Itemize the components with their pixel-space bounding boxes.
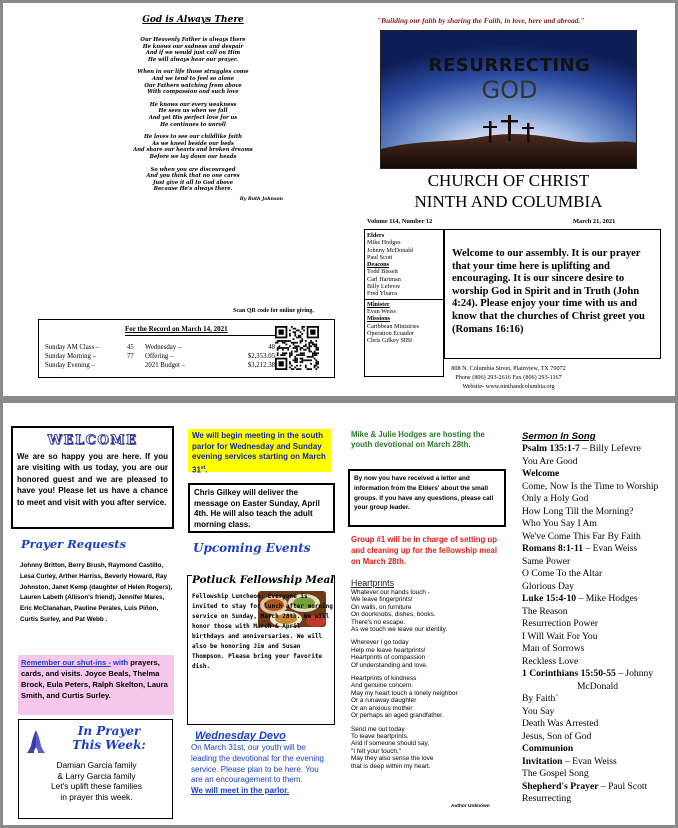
banner-title-2: GOD [481, 76, 538, 104]
sermon-item-text: – Evan Weiss [562, 755, 617, 767]
poem-line: He loves to see our childlike faith [143, 134, 243, 141]
sermon-item-heading: Shepherd's Prayer [522, 780, 599, 792]
staff-name: Mike Hodges [367, 239, 401, 247]
staff-name: Paul Scott [367, 253, 393, 261]
sermon-item-text: Reckless Love [522, 655, 579, 667]
poem-line: He sees us when we fall [158, 108, 228, 115]
potluck-heading: Potluck Fellowship Meal [192, 574, 335, 586]
prayer-requests-heading: Prayer Requests [21, 537, 127, 551]
heartprints-line: Or perhaps an aged grandfather. [351, 712, 444, 720]
sermon-in-song-heading: Sermon In Song [522, 431, 596, 442]
sermon-item-text: O Come To the Altar [522, 568, 603, 579]
sermon-item [522, 756, 672, 769]
record-label: Sunday AM Class – [45, 344, 100, 351]
poem-stanza [103, 102, 283, 128]
sermon-item-text: McDonald [577, 680, 619, 692]
sermon-item-text: I Will Wait For You [522, 630, 598, 642]
sermon-item-heading: Communion [522, 743, 574, 754]
record-label: 2021 Budget – [145, 362, 186, 369]
poem-line: So when you are discouraged [150, 166, 236, 173]
sermon-item [522, 681, 672, 694]
sermon-item-heading: Luke 15:4-10 [522, 593, 577, 604]
hodges-notice: Mike & Julie Hodges are hosting the youth devotional on March 28th. [351, 430, 485, 449]
sermon-item [522, 581, 672, 594]
poem-line: He will always hear our prayer. [148, 56, 238, 63]
sermon-item [522, 743, 672, 756]
bulletin-inside-page [3, 403, 675, 825]
heartprints-line: Heartprints of kindness [351, 675, 417, 683]
record-label: Sunday Evening – [45, 362, 95, 369]
heartprints-line: May my heart touch a lonely neighbor [351, 689, 458, 697]
heartprints-poem [351, 589, 506, 776]
welcome-heading [17, 431, 168, 449]
tagline: "Building our faith by sharing the Faith, in love, here and abroad." [377, 16, 585, 25]
poem-line: He knows our sadness and despair [142, 43, 244, 50]
sermon-item-text: Man of Sorrows [522, 643, 585, 654]
heartprints-line: Help me leave heartprints! [351, 646, 426, 654]
sermon-item-heading: 1 Corinthians 15:50-55 [522, 668, 616, 679]
in-prayer-line: in prayer this week. [60, 791, 133, 802]
record-value: 45 [127, 344, 134, 351]
heartprints-line: Of understanding and love. [351, 661, 428, 669]
poem-stanza [103, 69, 283, 95]
shutins-text: prayers, cards, and visits. Joyce Beals, Thelma Brock, Eula Peters, Ralph Skelton, Laura Smith, and Curtis Surley. [21, 658, 168, 700]
website-link[interactable]: Website- www.ninthandcolumbia.org [462, 383, 555, 390]
minister-label: Minister [367, 300, 390, 308]
record-value: 48 [268, 344, 275, 351]
welcome-heading-text: WELCOME [47, 433, 138, 448]
in-prayer-heading-2: This Week: [72, 738, 146, 752]
sermon-item [522, 543, 672, 556]
sermon-item [522, 643, 672, 656]
meeting-notice-sup: st [200, 464, 206, 471]
sermon-item-text: You Are Good [522, 455, 578, 467]
sermon-item [522, 531, 672, 544]
welcome-text: We are so happy you are here. If you are visiting with us today, you are our honored guest and we are pleased to have you! Please let us have a chance to meet and visit with you after service. [17, 452, 168, 507]
potluck-text-content: Fellowship Luncheon: Everyone is invited to stay for lunch after morning service on Sunday, March 28th. We will honor those with March & April birthdays and anniversaries. We will also be honoring Jim and Susan Thompson. Please bring your favorite dish. [192, 593, 333, 670]
poem-line: Just give it all to God above [152, 179, 234, 186]
record-label: Wednesday – [145, 344, 182, 351]
wednesday-devo-text: On March 31st, our youth will be leading the devotional for the evening service. Please plan to be here. You are an encouragement to them. [191, 743, 324, 785]
potluck-text [192, 592, 334, 672]
heartprints-line: "I felt your touch," [351, 747, 402, 755]
sermon-item [522, 518, 672, 531]
sermon-item [522, 631, 672, 644]
address: 808 N. Columbia Street, Plainview, TX 79072 [451, 365, 566, 372]
sermon-item-text: – Paul Scott [598, 780, 648, 792]
sermon-item-text: Only a Holy God [522, 493, 589, 504]
church-name-2: NINTH AND COLUMBIA [414, 192, 603, 211]
sermon-item [522, 481, 672, 494]
record-rows [45, 344, 275, 371]
sermon-item-text: Jesus, Son of God [522, 730, 592, 742]
record-label: Offering – [145, 353, 174, 360]
sermon-item-text: By Faith` [522, 693, 559, 704]
upcoming-events-heading: Upcoming Events [193, 541, 311, 555]
heartprints-line: On doorknobs, dishes, books. [351, 611, 436, 619]
sermon-item-text: – Billy Lefevre [579, 443, 641, 454]
staff-name: Billy Lefevre [367, 283, 401, 291]
in-prayer-line: Let's uplift these families [51, 781, 142, 792]
elders-letter-box [348, 469, 506, 527]
sermon-item-text: The Gospel Song [522, 768, 589, 779]
sermon-item [522, 493, 672, 506]
sermon-item [522, 718, 672, 731]
record-row [45, 344, 275, 353]
sermon-in-song-list [522, 443, 672, 806]
heartprints-line: that is deep within my heart. [351, 762, 431, 770]
poem-line: And we tend to feel so alone [151, 75, 235, 82]
staff-box [364, 229, 444, 377]
banner-image [380, 30, 637, 169]
sermon-item-text: Come, Now Is the Time to Worship [522, 480, 659, 492]
sermon-item [522, 506, 672, 519]
staff-name: Johnny McDonald [367, 246, 413, 254]
praying-hands-icon [23, 728, 49, 754]
staff-name: Evan Weiss [367, 307, 396, 315]
welcome-message-box [444, 229, 661, 359]
heartprints-line: As we touch we leave our identity. [351, 626, 448, 634]
poem-line: Our Heavenly Father is always there [140, 37, 246, 43]
elders-letter: By now you have received a letter and information from the Elders' about the small groups. If you have any questions, please call your group leader. [354, 475, 494, 512]
in-prayer-box [18, 719, 173, 819]
poem-stanza [103, 167, 283, 193]
group-notice: Group #1 will be in charge of setting up and cleaning up for the fellowship meal on March 28th. [351, 535, 497, 566]
sermon-item-text: Resurrection Power [522, 618, 598, 629]
wednesday-devo-heading: Wednesday Devo [195, 730, 286, 742]
issue-date: March 21, 2021 [573, 218, 616, 225]
heartprints-line: Send me out today [351, 725, 405, 733]
heartprints-line: And genuine concern. [351, 682, 414, 690]
sermon-item-text: We've Come This Far By Faith [522, 530, 641, 542]
staff-name: Chris Gilkey SIBI [367, 337, 413, 345]
heartprints-line: Wherever I go today [351, 639, 409, 647]
sermon-item-text: Who You Say I Am [522, 518, 597, 529]
welcome-box [11, 426, 174, 529]
record-row [45, 362, 275, 371]
poem-stanza [103, 37, 283, 63]
sermon-item [522, 618, 672, 631]
meeting-notice-end: . [205, 465, 208, 475]
poem-author: By Ruth Johnson [239, 196, 283, 202]
heartprints-title: Heartprints [351, 578, 395, 588]
poem-line: And share our hearts and broken dreams [133, 147, 253, 154]
heartprints-line: On walls, on furniture [351, 603, 412, 611]
staff-name: Fred Ybarra [367, 290, 397, 298]
heartprints-stanza [351, 726, 506, 770]
sermon-item [522, 606, 672, 619]
heartprints-author: Author Unknown [451, 804, 490, 809]
sermon-item [522, 781, 672, 794]
record-value: 77 [127, 353, 134, 360]
banner-title-1: RESURRECTING [428, 55, 591, 76]
poem-line: As we kneel beside our beds [152, 140, 234, 147]
elders-list [367, 239, 441, 261]
meeting-notice [188, 429, 331, 475]
sermon-item-text: You Say [522, 705, 555, 717]
sermon-item [522, 793, 672, 806]
sermon-item [522, 556, 672, 569]
sermon-item-text: – Johnny [615, 668, 654, 679]
sermon-item [522, 731, 672, 744]
sermon-item-text: – Mike Hodges [576, 593, 638, 604]
heartprints-stanza [351, 639, 506, 669]
sermon-item [522, 468, 672, 481]
record-title: For the Record on March 14, 2021 [125, 325, 228, 333]
shutins-heading-rest: with [110, 658, 129, 667]
potluck-box [187, 575, 335, 725]
poem-line: Before we lay down our heads [149, 153, 237, 160]
sermon-item-text: Resurrecting [522, 793, 572, 804]
record-row [45, 353, 275, 362]
sermon-item-text: The Reason [522, 605, 568, 617]
heartprints-line: May they also sense the love [351, 755, 434, 763]
prayer-requests-text: Johnny Britton, Berry Brush, Raymond Castillo, Lesa Curley, Arther Harriss, Beverly Howard, Ray Johnston, Janet Kemp (daughter of Helen Rogers), Lauren Labeth (Allison's friend), Jennifer Mares, Eric McClanahan, Pauline Perales, Luis Piñon, Curtis Surley, and Pat Webb . [20, 562, 173, 623]
staff-name: Carl Hartman [367, 275, 401, 283]
poem-line: And you think that no one cares [146, 173, 240, 180]
sermon-item [522, 706, 672, 719]
sermon-item [522, 568, 672, 581]
sermon-item-text: How Long Till the Morning? [522, 505, 634, 517]
welcome-message: Welcome to our assembly. It is our prayer that your time here is uplifting and encouraging. It is our sincere desire to worship God in Spirit and in Truth (John 4:24). Please enjoy your time with us and know that the churches of Christ greet you (Romans 16:16) [452, 248, 645, 335]
poem-line: He knows our every weakness [149, 101, 237, 108]
poem-line: And if we would just call on Him [145, 50, 241, 57]
missions-list [367, 323, 441, 345]
in-prayer-line: & Larry Garcia family [57, 770, 136, 781]
sermon-item-heading: Invitation [522, 755, 563, 767]
shutins-heading: Remember our shut-ins - [21, 658, 111, 667]
sermon-item-heading: Psalm 135:1-7 [522, 443, 580, 454]
record-value: $2,353.05 [247, 353, 275, 360]
sermon-item [522, 668, 672, 681]
in-prayer-heading-1: In Prayer [77, 724, 141, 738]
poem-line: Our Fathers watching from above [144, 82, 242, 89]
record-title-rule [125, 335, 275, 336]
poem-stanzas [103, 37, 283, 193]
poem-line: Because He's always there. [153, 186, 233, 193]
sermon-item [522, 768, 672, 781]
heartprints-line: Whatever our hands touch - [351, 589, 430, 596]
church-name-1: CHURCH OF CHRIST [427, 171, 590, 190]
gilkey-notice: Chris Gilkey will deliver the message on Easter Sunday, April 4th. He will also teach the adult morning class. [194, 488, 320, 529]
bulletin-cover-page [3, 3, 675, 396]
in-prayer-lines [19, 760, 174, 802]
gilkey-notice-box [188, 483, 335, 533]
record-box [38, 319, 335, 378]
staff-name: Operation Ecuador [367, 329, 414, 337]
heartprints-line: And if someone should say, [351, 740, 430, 748]
heartprints-stanza [351, 675, 506, 719]
heartprints-line: To leave heartprints. [351, 732, 409, 740]
poem-line: When in our life those struggles come [137, 69, 249, 76]
sermon-item [522, 656, 672, 669]
qr-code[interactable] [275, 326, 319, 370]
staff-name: Todd Bissett [367, 268, 399, 276]
heartprints-line: There's no escape. [351, 618, 406, 626]
meeting-notice-text: We will begin meeting in the south parlor for Wednesday and Sunday evening services starting on March 31 [192, 431, 326, 475]
sermon-item-text: – Evan Weiss [583, 543, 638, 554]
heartprints-stanza [351, 589, 506, 633]
heartprints-line: Or an anxious mother [351, 704, 413, 712]
elders-label: Elders [367, 232, 385, 239]
sermon-item-heading: Romans 8:1-11 [522, 543, 584, 554]
record-value: $3,212.38 [247, 362, 275, 369]
deacons-label: Deacons [367, 261, 389, 269]
poem-line: With compassion and such love [147, 89, 239, 96]
staff-name: Caribbean Ministries [367, 322, 420, 330]
missions-label: Missions [367, 315, 391, 323]
sermon-item [522, 456, 672, 469]
heartprints-line: Or a runaway daughter [351, 697, 417, 705]
in-prayer-line: Damian Garcia family [56, 760, 137, 770]
poem-line: He continues to unroll [160, 121, 226, 128]
deacons-list [367, 268, 441, 297]
phone-fax: Phone (806) 293-2616 Fax (806) 293-1167 [455, 374, 562, 381]
volume-number: Volume 114, Number 12 [367, 218, 433, 225]
sermon-item-text: Same Power [522, 555, 571, 567]
poem-title: God is Always There [142, 15, 244, 25]
qr-code-graphic [275, 326, 319, 370]
poem-stanza [103, 134, 283, 160]
heartprints-line: We leave fingerprints! [351, 596, 413, 604]
sermon-item [522, 443, 672, 456]
minister-list [367, 308, 441, 315]
wednesday-devo-link[interactable]: We will meet in the parlor. [191, 786, 290, 795]
sermon-item-text: Glorious Day [522, 580, 574, 592]
sermon-item-heading: Welcome [522, 468, 560, 479]
staff-divider [365, 299, 443, 300]
sermon-item [522, 593, 672, 606]
shutins-box [18, 655, 174, 715]
poem-line: And yet His perfect love for us [148, 114, 238, 121]
sermon-item-text: Death Was Arrested [522, 718, 599, 729]
qr-caption: Scan QR code for online giving. [233, 308, 314, 314]
sermon-item [522, 693, 672, 706]
record-label: Sunday Morning – [45, 353, 96, 360]
poem-section [103, 15, 283, 202]
heartprints-line: Heartprints of compassion [351, 654, 426, 662]
